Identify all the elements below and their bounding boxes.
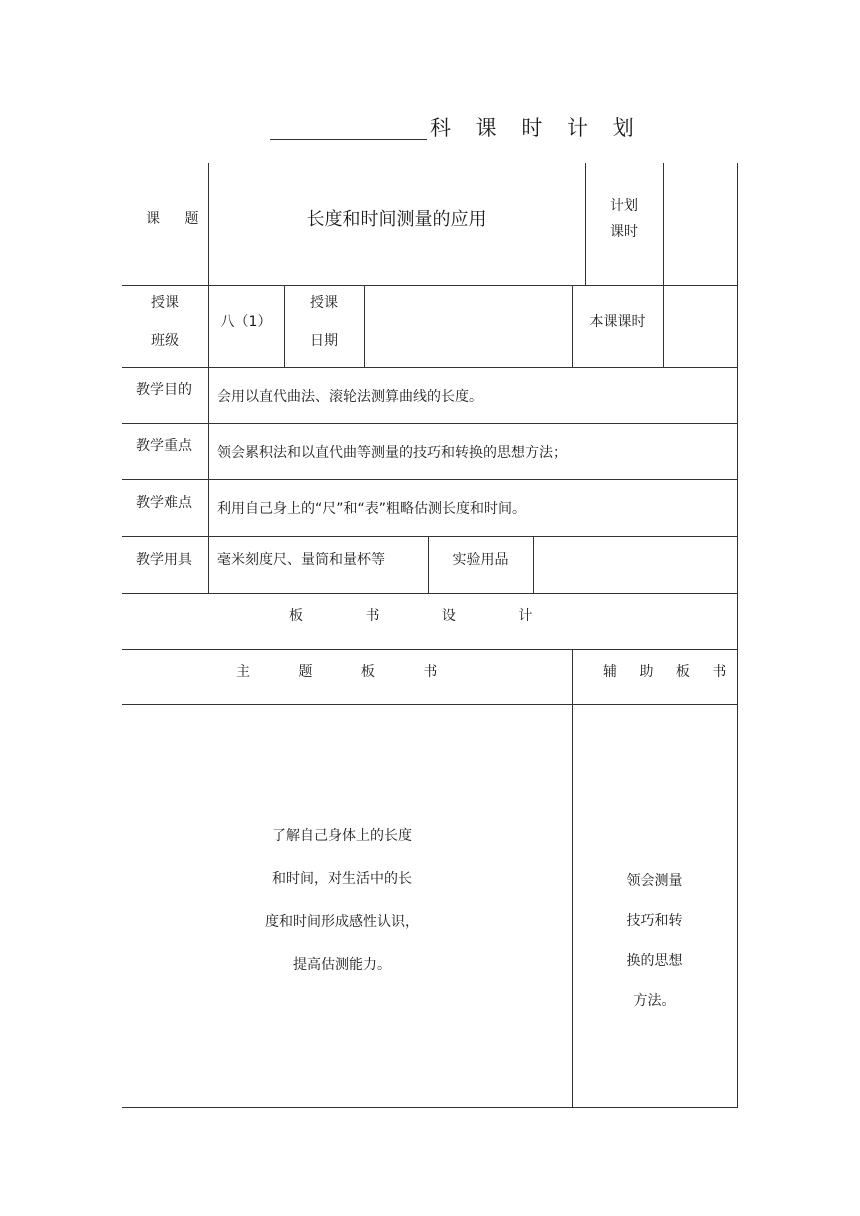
- aux-board-line: 领会测量: [626, 873, 683, 889]
- aux-board-line: 技巧和转: [626, 913, 683, 929]
- planned-hours-label-2: 课时: [610, 224, 638, 240]
- main-board-line: 了解自己身体上的长度: [272, 828, 412, 844]
- difficult-label: 教学难点: [136, 495, 192, 511]
- class-value: 八（1）: [220, 314, 272, 330]
- lab-value-cell: [533, 536, 737, 593]
- class-label-2: 班级: [151, 333, 179, 349]
- tools-value: 毫米刻度尺、量筒和量杯等: [217, 552, 385, 568]
- board-heading: 板 书 设 计: [289, 608, 533, 624]
- lab-label: 实验用品: [452, 552, 509, 568]
- lesson-title: 长度和时间测量的应用: [306, 209, 487, 230]
- aux-board-heading: 辅 助 板 书: [603, 664, 727, 680]
- subject-blank-line: [270, 139, 427, 140]
- tools-label: 教学用具: [136, 552, 192, 568]
- key-label: 教学重点: [136, 438, 192, 454]
- aux-board-line: 方法。: [633, 993, 676, 1009]
- planned-hours-value-cell: [663, 163, 737, 285]
- main-board-line: 和时间，对生活中的长: [272, 871, 412, 887]
- lesson-plan-table: [122, 163, 738, 1108]
- goal-label: 教学目的: [136, 382, 192, 398]
- main-board-heading: 主 题 板 书: [236, 664, 438, 680]
- date-label-2: 日期: [310, 333, 338, 349]
- aux-board-line: 换的思想: [626, 953, 683, 969]
- key-value: 领会累积法和以直代曲等测量的技巧和转换的思想方法；: [217, 445, 567, 461]
- date-label-1: 授课: [310, 295, 338, 311]
- session-value-cell: [663, 285, 737, 367]
- class-label-1: 授课: [151, 295, 179, 311]
- main-board-content-cell: [122, 704, 572, 1108]
- session-label: 本课课时: [589, 314, 646, 330]
- goal-value: 会用以直代曲法、滚轮法测算曲线的长度。: [217, 389, 483, 405]
- difficult-value: 利用自己身上的“尺”和“表”粗略估测长度和时间。: [217, 501, 527, 517]
- date-value-cell: [364, 285, 572, 367]
- main-board-line: 度和时间形成感性认识，: [265, 914, 419, 930]
- aux-board-content-cell: [572, 704, 737, 1108]
- topic-label: 课 题: [146, 211, 209, 227]
- main-board-line: 提高估测能力。: [293, 957, 391, 973]
- page-title: 科 课 时 计 划: [430, 116, 643, 140]
- planned-hours-label-1: 计划: [610, 198, 638, 214]
